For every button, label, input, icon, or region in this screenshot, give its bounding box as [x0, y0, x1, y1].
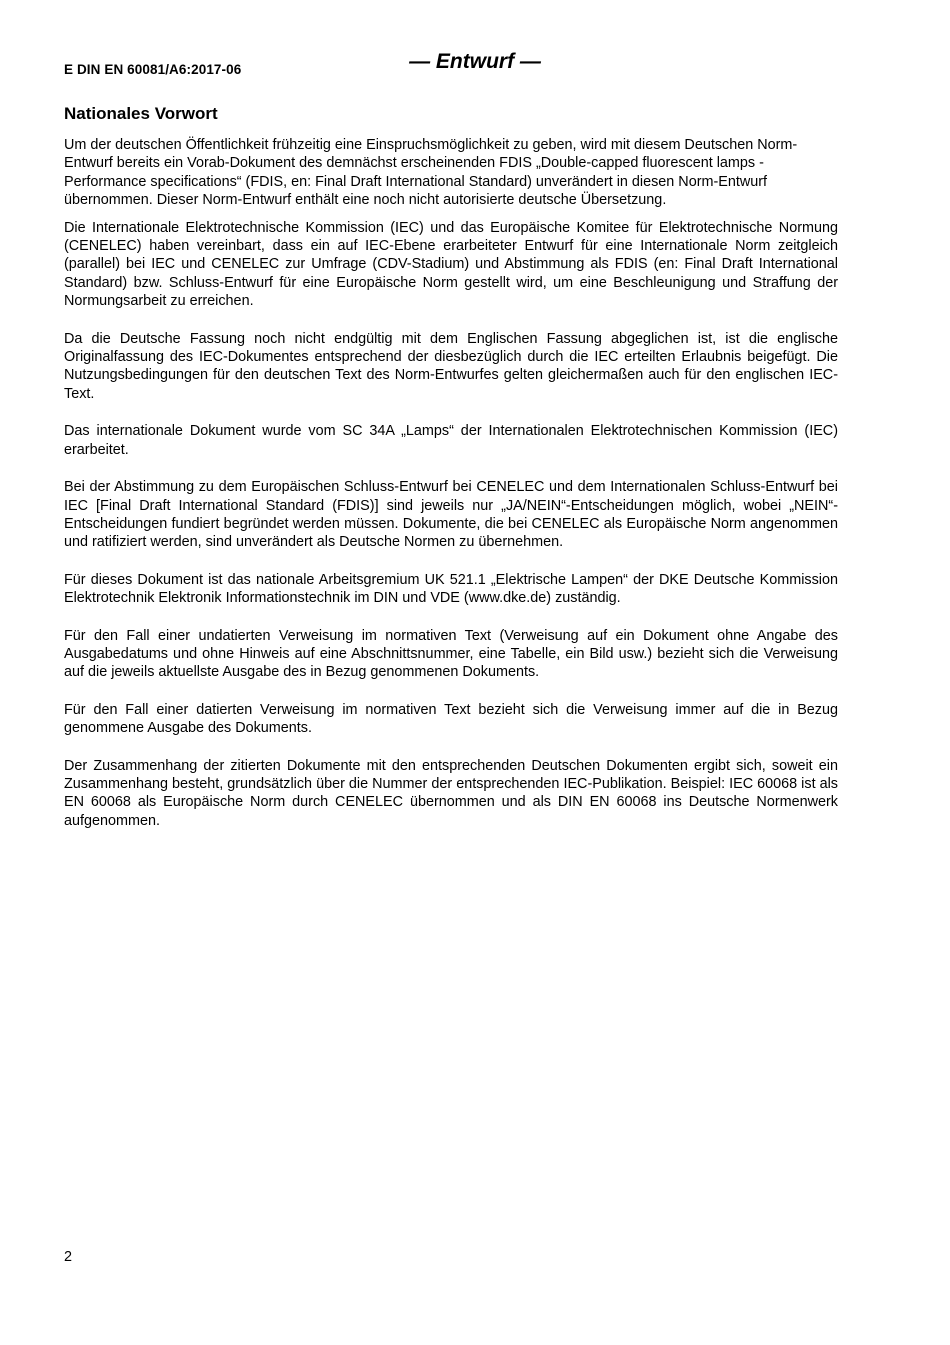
paragraph: Das internationale Dokument wurde vom SC 34A „Lamps“ der Internationalen Elektrotechnischen Kommission (IEC) erarbeitet.: [64, 423, 838, 458]
document-id: E DIN EN 60081/A6:2017-06: [64, 62, 242, 77]
section-title: Nationales Vorwort: [64, 104, 218, 123]
paragraph: Für den Fall einer undatierten Verweisung im normativen Text (Verweisung auf ein Dokument ohne Angabe des Ausgabedatums und ohne Hinweis auf eine Abschnittsnummer, eine Tabelle, ein Bild usw.) bezieht sich die Verweisung auf die jeweils aktuellste Ausgabe des in Bezug genommenen Dokuments.: [64, 627, 838, 681]
paragraph: Die Internationale Elektrotechnische Kommission (IEC) und das Europäische Komitee für Elektrotechnische Normung (CENELEC) haben vereinbart, dass ein auf IEC-Ebene erarbeiteter Entwurf für eine Internationale Norm zeitgleich (parallel) bei IEC und CENELEC zur Umfrage (CDV-Stadium) und Abstimmung als FDIS (en: Final Draft International Standard) bzw. Schluss-Entwurf für eine Europäische Norm gestellt wird, um eine Beschleunigung und Straffung der Normungsarbeit zu erreichen.: [64, 219, 838, 310]
paragraph: Für dieses Dokument ist das nationale Arbeitsgremium UK 521.1 „Elektrische Lampen“ der DKE Deutsche Kommission Elektrotechnik Elektronik Informationstechnik im DIN und VDE (www.dke.de) zuständig.: [64, 571, 838, 607]
draft-label: — Entwurf —: [409, 50, 541, 73]
foreword-body: [64, 136, 838, 830]
paragraph: Der Zusammenhang der zitierten Dokumente mit den entsprechenden Deutschen Dokumenten ergibt sich, soweit ein Zusammenhang besteht, grundsätzlich über die Nummer der entsprechenden IEC-Publikation. Beispiel: IEC 60068 ist als EN 60068 als Europäische Norm durch CENELEC übernommen und als DIN EN 60068 ins Deutsche Normenwerk aufgenommen.: [64, 757, 838, 829]
paragraph: Für den Fall einer datierten Verweisung im normativen Text bezieht sich die Verweisung immer auf die in Bezug genommene Ausgabe des Dokuments.: [64, 701, 838, 737]
page-number: 2: [64, 1249, 73, 1265]
paragraph: Da die Deutsche Fassung noch nicht endgültig mit dem Englischen Fassung abgeglichen ist, ist die englische Originalfassung des IEC-Dokumentes entsprechend der diesbezüglich durch die IEC erteilten Erlaubnis beigefügt. Die Nutzungsbedingungen für den deutschen Text des Norm-Entwurfes gelten gleichermaßen auch für den englischen IEC-Text.: [64, 330, 838, 402]
paragraph: Bei der Abstimmung zu dem Europäischen Schluss-Entwurf bei CENELEC und dem Internationalen Schluss-Entwurf bei IEC [Final Draft International Standard (FDIS)] sind jeweils nur „JA/NEIN“-Entscheidungen möglich, wobei „NEIN“-Entscheidungen fundiert begründet werden müssen. Dokumente, die bei CENELEC als Europäische Norm angenommen und ratifiziert werden, sind unverändert als Deutsche Normen zu übernehmen.: [64, 479, 838, 551]
paragraph: Um der deutschen Öffentlichkeit frühzeitig eine Einspruchsmöglichkeit zu geben, wird mit diesem Deutschen Norm-Entwurf bereits ein Vorab-Dokument des demnächst erscheinenden FDIS „Double-capped fluorescent lamps - Performance specifications“ (FDIS, en: Final Draft International Standard) unverändert in diesen Norm-Entwurf übernommen. Dieser Norm-Entwurf enthält eine noch nicht autorisierte deutsche Übersetzung.: [64, 137, 798, 209]
